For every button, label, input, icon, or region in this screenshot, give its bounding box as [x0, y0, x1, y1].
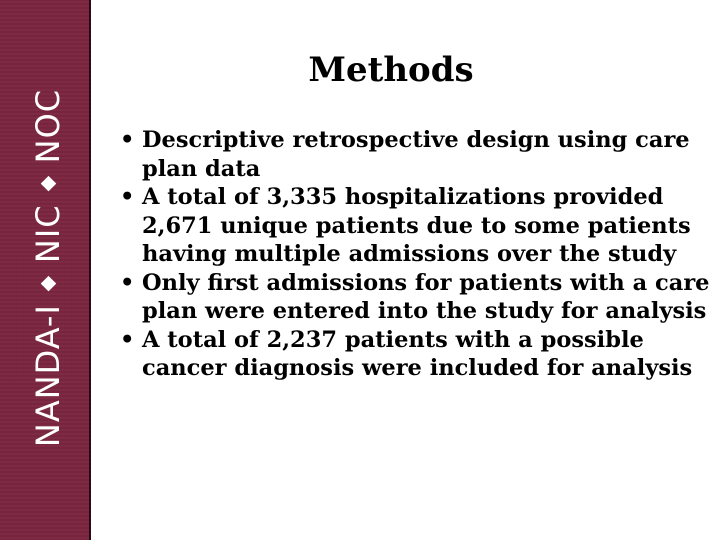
slide-title: Methods	[308, 50, 474, 90]
sidebar-word-nic: NIC	[29, 204, 67, 264]
sidebar-banner	[0, 0, 91, 540]
sidebar-word-noc: NOC	[29, 88, 67, 164]
list-item: • Only first admissions for patients with a care plan were entered into the study for analysis	[120, 269, 710, 326]
list-item: • A total of 2,237 patients with a possible cancer diagnosis were included for analysis	[120, 326, 710, 383]
sidebar-label	[29, 88, 67, 448]
diamond-icon	[40, 176, 56, 192]
diamond-icon	[40, 276, 56, 292]
sidebar-word-nanda: NANDA-I	[29, 304, 67, 448]
list-item: • Descriptive retrospective design using care plan data	[120, 126, 710, 183]
bullet-list	[120, 126, 710, 383]
list-item: • A total of 3,335 hospitalizations provided 2,671 unique patients due to some patients having multiple admissions over the study	[120, 183, 710, 269]
